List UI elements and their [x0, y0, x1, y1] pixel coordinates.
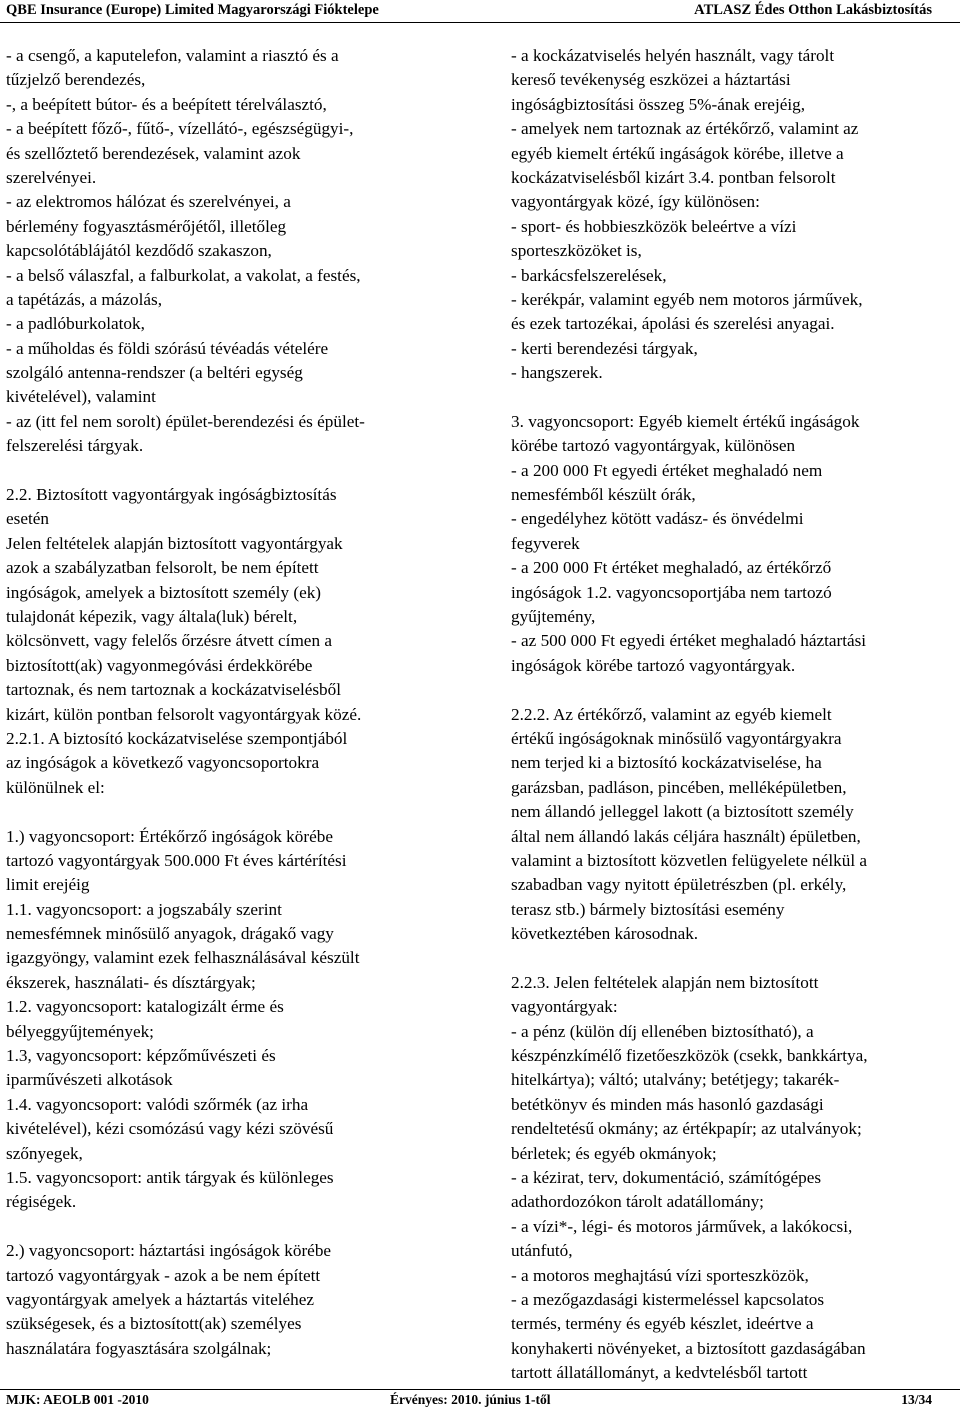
text-line: - a mezőgazdasági kistermeléssel kapcsolatos [511, 1289, 825, 1309]
text-line: sporteszközöket is, [511, 241, 642, 261]
text-line: - a csengő, a kaputelefon, valamint a riasztó és a [6, 46, 339, 65]
text-line: régiségek. [6, 1192, 77, 1212]
text-line: a tapétázás, a mázolás, [6, 289, 163, 309]
text-line: tartozó vagyontárgyak - azok a be nem épített [6, 1265, 321, 1285]
text-line: szőnyegek, [6, 1143, 83, 1163]
paragraph-gap [6, 459, 448, 483]
text-line: kölcsönvett, vagy felelős őrzésre átvett címen a [6, 631, 332, 651]
text-line: értékű ingóságoknak minősülő vagyontárgyakra [511, 728, 842, 748]
text-line: szükségesek, és a biztosított(ak) személyes [6, 1314, 302, 1334]
text-line: - kerti berendezési tárgyak, [511, 338, 698, 358]
text-line: iparművészeti alkotások [6, 1070, 173, 1090]
text-line: 2.2. Biztosított vagyontárgyak ingóságbiztosítás [6, 485, 337, 505]
text-line: tartozó vagyontárgyak 500.000 Ft éves kártérítési [6, 850, 347, 870]
text-line: 2.2.1. A biztosító kockázatviselése szempontjából [6, 728, 348, 748]
text-line: fegyverek [511, 533, 580, 553]
footer-validity: Érvényes: 2010. június 1-től [390, 1392, 551, 1407]
text-line: - sport- és hobbieszközök beleértve a vízi [511, 216, 797, 236]
text-line: az ingóságok a következő vagyoncsoportokra [6, 753, 320, 773]
text-line: - az (itt fel nem sorolt) épület-berendezési és épület- [6, 411, 365, 431]
text-line: kizárt, külön pontban felsorolt vagyontárgyak közé. [6, 704, 362, 724]
text-line: és szellőztető berendezések, valamint azok [6, 143, 301, 163]
text-line: készpénzkímélő fizetőeszközök (csekk, bankkártya, [511, 1046, 868, 1066]
text-line: - az elektromos hálózat és szerelvényei, a [6, 192, 291, 212]
text-line: betétkönyv és minden más hasonló gazdasági [511, 1094, 824, 1114]
text-line: valamint a biztosított közvetlen felügyelete nélkül a [511, 850, 868, 870]
text-line: limit erejéig [6, 875, 90, 895]
text-line: bérletek; és egyéb okmányok; [511, 1143, 717, 1163]
text-line: - a kockázatviselés helyén használt, vagy tárolt [511, 46, 835, 65]
page-footer [0, 1389, 960, 1410]
text-line: 2.2.2. Az értékőrző, valamint az egyéb kiemelt [511, 704, 832, 724]
text-line: kivételével), valamint [6, 387, 156, 407]
text-line: tulajdonát képezik, vagy általa(luk) bérelt, [6, 606, 298, 626]
text-line: konyhakerti növényeket, a biztosított gazdaságában [511, 1338, 866, 1358]
text-line: rendeltetésű okmány; az értékpapír; az utalványok; [511, 1119, 862, 1139]
paragraph-gap [6, 800, 448, 824]
text-line: vagyontárgyak: [511, 997, 618, 1017]
text-line: - amelyek nem tartoznak az értékőrző, valamint az [511, 119, 859, 139]
text-line: - a beépített főző-, fűtő-, vízellátó-, egészségügyi-, [6, 119, 354, 139]
text-line: tartoznak, és nem tartoznak a kockázatviselésből [6, 680, 342, 700]
text-line: 1.4. vagyoncsoport: valódi szőrmék (az irha [6, 1094, 309, 1114]
text-line: vagyontárgyak közé, így különösen: [511, 192, 760, 212]
text-line: - az 500 000 Ft egyedi értéket meghaladó háztartási [511, 631, 867, 651]
text-line: ingóságbiztosítási összeg 5%-ának erejéig, [511, 94, 806, 114]
text-line: 2.) vagyoncsoport: háztartási ingóságok körébe [6, 1241, 332, 1261]
text-line: - engedélyhez kötött vadász- és önvédelmi [511, 509, 804, 529]
text-line: - a műholdas és földi szórású tévéadás vételére [6, 338, 329, 358]
text-line: - a padlóburkolatok, [6, 314, 145, 334]
text-line: - a 200 000 Ft értéket meghaladó, az értékőrző [511, 558, 832, 578]
text-line: nemesfémből készült órák, [511, 485, 696, 505]
text-line: kockázatviselésből kizárt 3.4. pontban felsorolt [511, 167, 836, 187]
text-line: - a pénz (külön díj ellenében biztosítható), a [511, 1021, 814, 1041]
right-text-column [511, 44, 956, 1385]
page-header [0, 0, 960, 23]
text-line: 1.2. vagyoncsoport: katalogizált érme és [6, 997, 284, 1017]
text-line: 2.2.3. Jelen feltételek alapján nem biztosított [511, 972, 819, 992]
text-line: körébe tartozó vagyontárgyak, különösen [511, 436, 796, 456]
text-line: azok a szabályzatban felsorolt, be nem épített [6, 558, 319, 578]
text-line: - a 200 000 Ft egyedi értéket meghaladó nem [511, 460, 823, 480]
text-line: esetén [6, 509, 49, 529]
text-line: nem terjed ki a biztosító kockázatviselése, ha [511, 753, 822, 773]
header-company: QBE Insurance (Europe) Limited Magyarországi Fióktelepe [6, 2, 379, 18]
text-line: - a motoros meghajtású vízi sporteszközök, [511, 1265, 809, 1285]
text-line: nem állandó jelleggel lakott (a biztosított személy [511, 802, 854, 822]
paragraph-gap [6, 1215, 448, 1239]
paragraph-gap [511, 385, 956, 409]
text-line: ingóságok 1.2. vagyoncsoportjába nem tartozó [511, 582, 832, 602]
text-line: szabadban vagy nyitott épületrészben (pl. erkély, [511, 875, 847, 895]
text-line: kereső tevékenység eszközei a háztartási [511, 70, 791, 90]
text-line: 3. vagyoncsoport: Egyéb kiemelt értékű ingáságok [511, 411, 860, 431]
text-line: vagyontárgyak amelyek a háztartás viteléhez [6, 1289, 314, 1309]
text-line: - a belső válaszfal, a falburkolat, a vakolat, a festés, [6, 265, 361, 285]
footer-page-number: 13/34 [901, 1392, 932, 1407]
text-line: hitelkártya); váltó; utalvány; betétjegy; takarék- [511, 1070, 840, 1090]
text-line: felszerelési tárgyak. [6, 436, 144, 456]
paragraph-gap [511, 678, 956, 702]
text-line: - barkácsfelszerelések, [511, 265, 667, 285]
text-line: tartott állatállományt, a kedvtelésből tartott [511, 1363, 808, 1383]
text-line: használatára fogyasztására szolgálnak; [6, 1338, 272, 1358]
text-line: - a vízi*-, légi- és motoros járművek, a lakókocsi, [511, 1216, 853, 1236]
text-line: bérlemény fogyasztásmérőjétől, illetőleg [6, 216, 287, 236]
footer-document-code: MJK: AEOLB 001 -2010 [6, 1392, 149, 1407]
text-line: nemesfémnek minősülő anyagok, drágakő vagy [6, 924, 334, 944]
text-line: szolgáló antenna-rendszer (a beltéri egység [6, 363, 303, 383]
text-line: biztosított(ak) vagyonmegóvási érdekkörébe [6, 655, 313, 675]
text-line: által nem állandó lakás céljára használt) épületben, [511, 826, 861, 846]
text-line: ingóságok, amelyek a biztosított személy (ek) [6, 582, 322, 602]
text-line: 1.) vagyoncsoport: Értékőrző ingóságok körébe [6, 826, 333, 846]
text-line: 1.1. vagyoncsoport: a jogszabály szerint [6, 899, 282, 919]
text-line: termés, termény és egyéb készlet, ideértve a [511, 1314, 814, 1334]
text-line: Jelen feltételek alapján biztosított vagyontárgyak [6, 533, 343, 553]
text-line: különülnek el: [6, 777, 105, 797]
text-line: garázsban, padláson, pincében, melléképületben, [511, 777, 847, 797]
text-line: - hangszerek. [511, 363, 603, 383]
paragraph-gap [511, 946, 956, 970]
text-line: bélyeggyűjtemények; [6, 1021, 154, 1041]
text-line: 1.5. vagyoncsoport: antik tárgyak és különleges [6, 1167, 334, 1187]
header-product: ATLASZ Édes Otthon Lakásbiztosítás [694, 2, 932, 18]
text-line: igazgyöngy, valamint ezek felhasználásával készült [6, 948, 360, 968]
text-line: -, a beépített bútor- és a beépített térelválasztó, [6, 94, 327, 114]
text-line: ingóságok körébe tartozó vagyontárgyak. [511, 655, 796, 675]
text-line: gyűjtemény, [511, 606, 596, 626]
left-text-column [6, 44, 448, 1361]
text-line: és ezek tartozékai, ápolási és szerelési anyagai. [511, 314, 835, 334]
text-line: szerelvényei. [6, 167, 97, 187]
text-line: adathordozókon tárolt adatállomány; [511, 1192, 764, 1212]
text-line: kapcsolótáblájától kezdődő szakaszon, [6, 241, 272, 261]
text-line: tűzjelző berendezés, [6, 70, 146, 90]
text-line: egyéb kiemelt értékű ingáságok körébe, illetve a [511, 143, 844, 163]
text-line: terasz stb.) bármely biztosítási esemény [511, 899, 785, 919]
text-line: 1.3, vagyoncsoport: képzőművészeti és [6, 1046, 276, 1066]
text-line: - a kézirat, terv, dokumentáció, számítógépes [511, 1167, 822, 1187]
text-line: - kerékpár, valamint egyéb nem motoros járművek, [511, 289, 863, 309]
text-line: ékszerek, használati- és dísztárgyak; [6, 972, 256, 992]
text-line: kivételével), kézi csomózású vagy kézi szövésű [6, 1119, 334, 1139]
text-line: utánfutó, [511, 1241, 573, 1261]
text-line: következtében károsodnak. [511, 924, 699, 944]
